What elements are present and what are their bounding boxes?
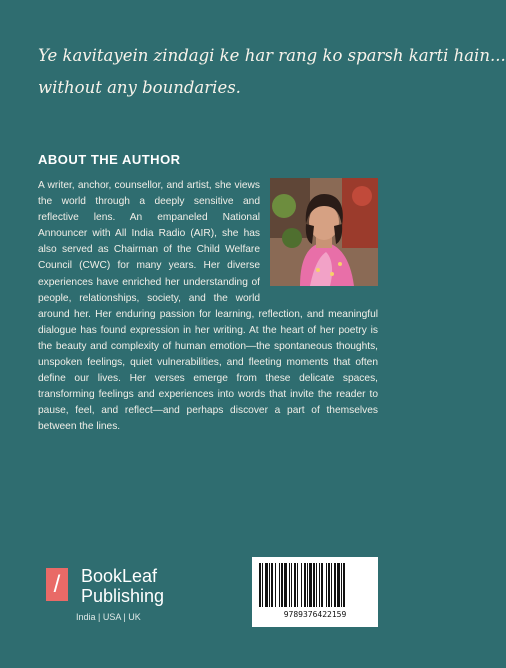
isbn-number: 9789376422159 [283,610,347,619]
publisher-name-line-1: BookLeaf [81,566,158,586]
barcode-bar [289,563,290,607]
barcode-bar [343,563,345,607]
barcode-bar [341,563,342,607]
barcode-bar [291,563,292,607]
barcode-bar [284,563,287,607]
barcode-bar [328,563,330,607]
publisher-regions: India | USA | UK [76,612,141,622]
barcode-bar [259,563,261,607]
barcode-bar [331,563,332,607]
tagline-line-2: without any boundaries. [38,78,241,97]
barcode-bar [316,563,317,607]
author-bio-block [38,178,378,436]
barcode-bars [258,563,372,607]
tagline-line-1: Ye kavitayein zindagi ke har rang ko sparsh karti hain... [38,46,506,65]
barcode-bar [297,563,298,607]
isbn-barcode [252,557,378,627]
about-author-heading: ABOUT THE AUTHOR [38,152,181,167]
barcode-bar [279,563,280,607]
barcode-bar [334,563,336,607]
barcode-bar [326,563,327,607]
publisher-name-line-2: Publishing [81,586,165,606]
barcode-bar [262,563,263,607]
tagline [38,40,506,104]
barcode-bar [265,563,268,607]
barcode-bar [275,563,276,607]
publisher-name [81,566,164,606]
author-portrait-image [270,178,378,286]
author-bio-text: A writer, anchor, counsellor, and artist, she views the world through a deeply sensitive and reflective lens. An empaneled National Announcer with All India Radio (AIR), she has also served as Chairman of the Child Welfare Council (CWC) for many years. Her diverse experiences have enriched her understanding of people, relationships, society, and the world around her. Her enduring passion for learning, reflection, and meaningful dialogue has found expression in her writing. At the heart of her poetry is the beauty and complexity of human emotion—the spontaneous thoughts, unspoken feelings, quiet vulnerabilities, and fleeting moments that often define our lives. Her verses emerge from these delicate spaces, transforming feelings and experiences into words that invite the reader to pause, feel, and reflect—and perhaps discover a part of themselves between the lines. [38,180,378,433]
barcode-bar [319,563,320,607]
barcode-bar [307,563,308,607]
barcode-bar [294,563,296,607]
barcode-bar [309,563,312,607]
barcode-bar [313,563,315,607]
barcode-bar [321,563,323,607]
barcode-bar [301,563,302,607]
barcode-bar [337,563,340,607]
barcode-bar [304,563,306,607]
barcode-bar [269,563,270,607]
barcode-bar [271,563,273,607]
publisher-logo-slash: / [53,571,61,598]
author-photo [270,178,378,286]
barcode-bar [281,563,283,607]
